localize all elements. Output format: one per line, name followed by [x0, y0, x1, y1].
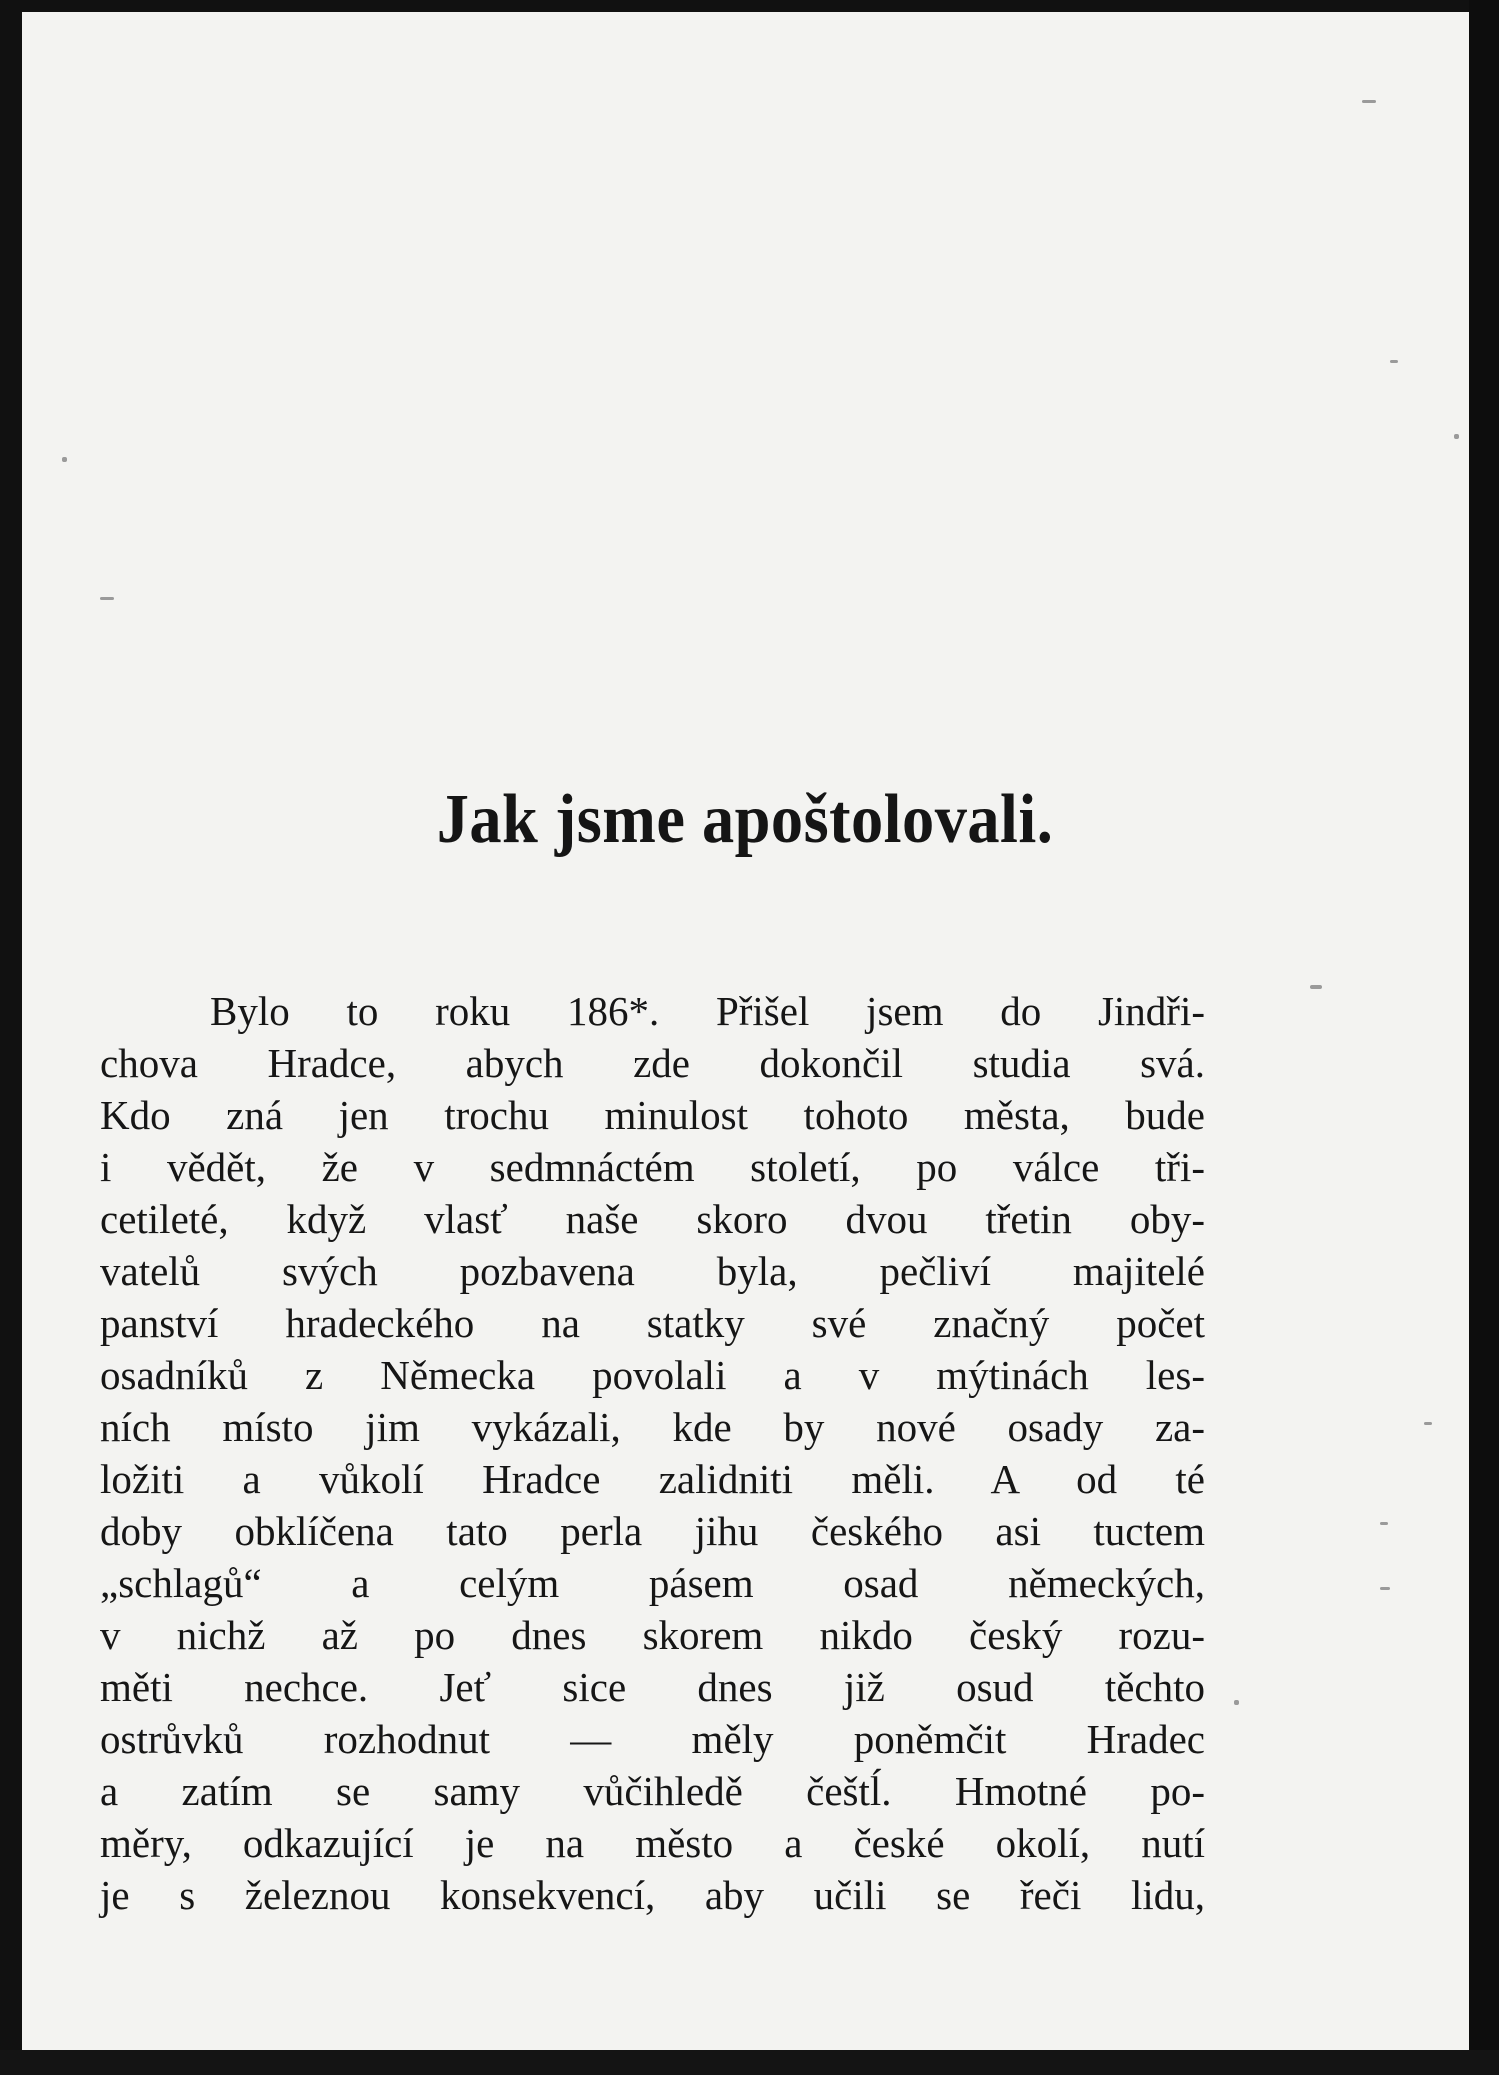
text-line: i vědět, že v sedmnáctém století, po válce tři- — [100, 1144, 1205, 1190]
page-speck — [1310, 985, 1322, 989]
page-speck — [1424, 1422, 1432, 1425]
page-speck — [1234, 1700, 1239, 1705]
text-line: je s železnou konsekvencí, aby učili se řeči lidu, — [100, 1872, 1205, 1918]
scan-border-bottom — [0, 2050, 1499, 2075]
page-speck — [1390, 360, 1398, 363]
page-speck — [1454, 434, 1459, 439]
text-line: Kdo zná jen trochu minulost tohoto města, bude — [100, 1092, 1205, 1138]
page-speck — [1380, 1587, 1390, 1590]
text-line: měry, odkazující je na město a české okolí, nutí — [100, 1820, 1205, 1866]
text-line: chova Hradce, abych zde dokončil studia svá. — [100, 1040, 1205, 1086]
page-speck — [62, 457, 67, 462]
chapter-title: Jak jsme apoštolovali. — [436, 781, 1054, 858]
text-line: v nichž až po dnes skorem nikdo český rozu- — [100, 1612, 1205, 1658]
text-line: cetileté, když vlasť naše skoro dvou třetin oby- — [100, 1196, 1205, 1242]
body-paragraph — [100, 985, 1205, 1921]
page-speck — [100, 597, 114, 600]
text-line: ních místo jim vykázali, kde by nové osady za- — [100, 1404, 1205, 1450]
text-line: měti nechce. Jeť sice dnes již osud těchto — [100, 1664, 1205, 1710]
text-line: doby obklíčena tato perla jihu českého asi tuctem — [100, 1508, 1205, 1554]
page-speck — [1362, 100, 1376, 103]
text-line: „schlagů“ a celým pásem osad německých, — [100, 1560, 1205, 1606]
text-line: panství hradeckého na statky své značný počet — [100, 1300, 1205, 1346]
text-line: ložiti a vůkolí Hradce zalidniti měli. A od té — [100, 1456, 1205, 1502]
text-line: osadníků z Německa povolali a v mýtinách les- — [100, 1352, 1205, 1398]
text-line: Bylo to roku 186*. Přišel jsem do Jindři- — [210, 988, 1205, 1034]
text-line: a zatím se samy vůčihledě češtĺ. Hmotné po- — [100, 1768, 1205, 1814]
scan-border-right — [1469, 0, 1499, 2075]
page-speck — [1380, 1522, 1388, 1525]
text-line: vatelů svých pozbavena byla, pečliví majitelé — [100, 1248, 1205, 1294]
text-line: ostrůvků rozhodnut — měly poněmčit Hradec — [100, 1716, 1205, 1762]
